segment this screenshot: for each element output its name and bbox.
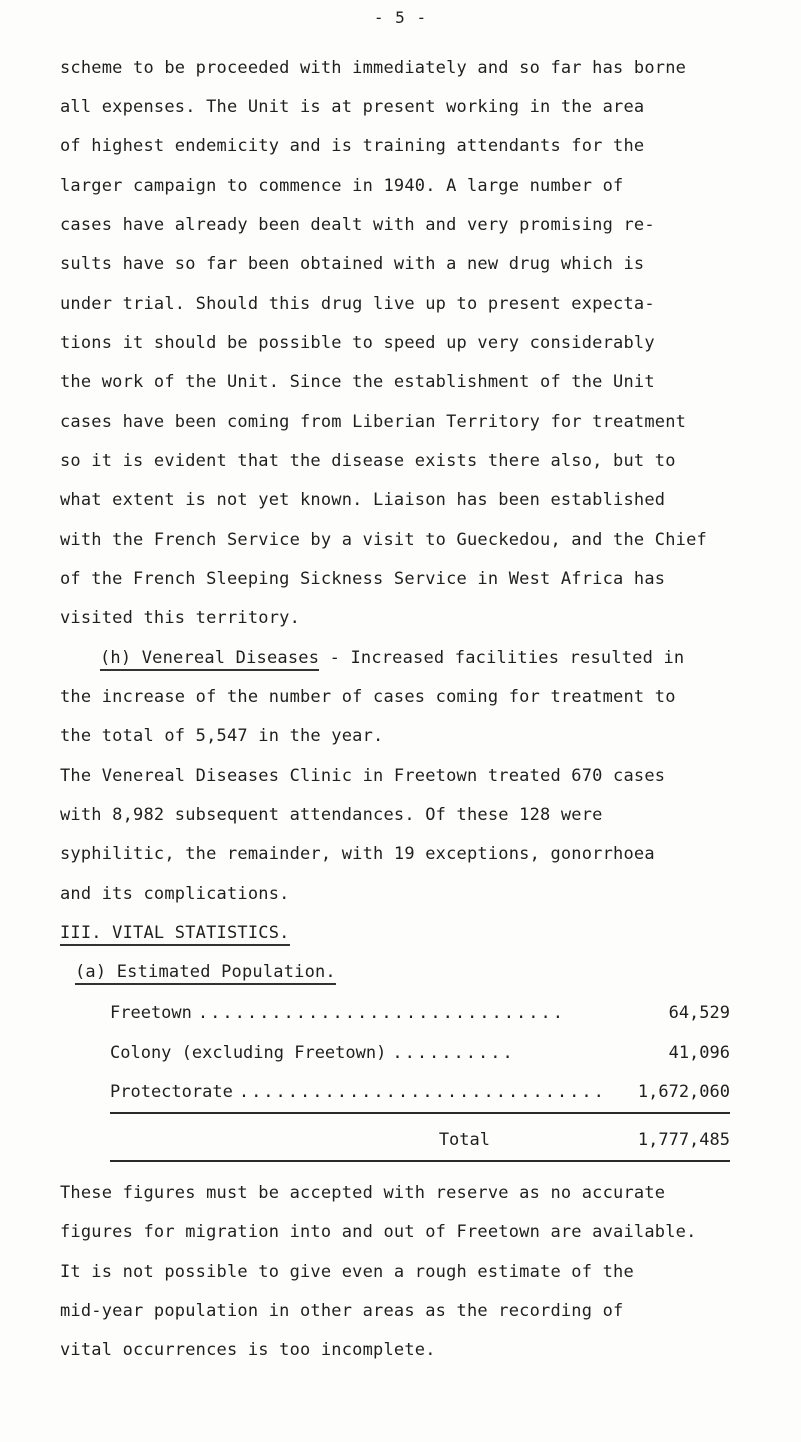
paragraph-line: with 8,982 subsequent attendances. Of these 128 were <box>60 805 603 825</box>
paragraph-line: under trial. Should this drug live up to present expecta- <box>60 294 655 314</box>
leader-dots: .......... <box>392 1043 515 1063</box>
table-rule-bottom <box>110 1160 730 1162</box>
paragraph-line: the work of the Unit. Since the establishment of the Unit <box>60 372 655 392</box>
paragraph-line: and its complications. <box>60 884 290 904</box>
paragraph-line: the increase of the number of cases coming for treatment to <box>60 687 676 707</box>
population-value: 41,096 <box>668 1043 730 1063</box>
paragraph-line: all expenses. The Unit is at present working in the area <box>60 97 645 117</box>
paragraph-line: the total of 5,547 in the year. <box>60 726 384 746</box>
population-label: Freetown <box>110 1003 192 1023</box>
paragraph-line: visited this territory. <box>60 608 301 628</box>
paragraph-line: what extent is not yet known. Liaison has been established <box>60 490 666 510</box>
section-h-text: - Increased facilities resulted in <box>319 648 685 668</box>
population-total-row <box>110 1130 730 1150</box>
paragraph-line: figures for migration into and out of Freetown are available. <box>60 1222 697 1242</box>
total-label: Total <box>438 1130 490 1150</box>
paragraph-line: These figures must be accepted with reserve as no accurate <box>60 1183 666 1203</box>
page-number: - 5 - <box>373 8 428 27</box>
table-rule-top <box>110 1112 730 1114</box>
leader-dots: .............................. <box>197 1003 565 1023</box>
section-a-title: (a) Estimated Population. <box>75 962 336 985</box>
leader-dots: .............................. <box>238 1082 606 1102</box>
paragraph-line: mid-year population in other areas as the recording of <box>60 1301 624 1321</box>
paragraph-line: syphilitic, the remainder, with 19 exceptions, gonorrhoea <box>60 844 655 864</box>
section-h-label: (h) Venereal Diseases <box>100 648 319 671</box>
population-row-freetown <box>110 1003 730 1023</box>
paragraph-line: larger campaign to commence in 1940. A large number of <box>60 176 624 196</box>
total-value: 1,777,485 <box>637 1130 730 1150</box>
population-label: Protectorate <box>110 1082 233 1102</box>
paragraph-line: tions it should be possible to speed up very considerably <box>60 333 655 353</box>
paragraph-line: vital occurrences is too incomplete. <box>60 1340 436 1360</box>
paragraph-line: The Venereal Diseases Clinic in Freetown treated 670 cases <box>60 766 666 786</box>
population-row-colony <box>110 1043 730 1063</box>
paragraph-line: with the French Service by a visit to Gueckedou, and the Chief <box>60 530 707 550</box>
population-value: 1,672,060 <box>637 1082 730 1102</box>
subsection-heading <box>75 964 336 981</box>
population-row-protectorate <box>110 1082 730 1102</box>
paragraph-line: cases have been coming from Liberian Territory for treatment <box>60 412 687 432</box>
paragraph-line: so it is evident that the disease exists there also, but to <box>60 451 676 471</box>
paragraph-line: of the French Sleeping Sickness Service in West Africa has <box>60 569 666 589</box>
paragraph-line: It is not possible to give even a rough estimate of the <box>60 1262 634 1282</box>
section-heading <box>60 925 290 942</box>
section-iii-title: III. VITAL STATISTICS. <box>60 923 290 946</box>
paragraph-line: scheme to be proceeded with immediately and so far has borne <box>60 58 687 78</box>
paragraph-line: of highest endemicity and is training attendants for the <box>60 136 645 156</box>
section-h-heading-line <box>100 650 684 667</box>
paragraph-line: sults have so far been obtained with a new drug which is <box>60 254 645 274</box>
population-label: Colony (excluding Freetown) <box>110 1043 387 1063</box>
paragraph-line: cases have already been dealt with and very promising re- <box>60 215 655 235</box>
population-value: 64,529 <box>668 1003 730 1023</box>
